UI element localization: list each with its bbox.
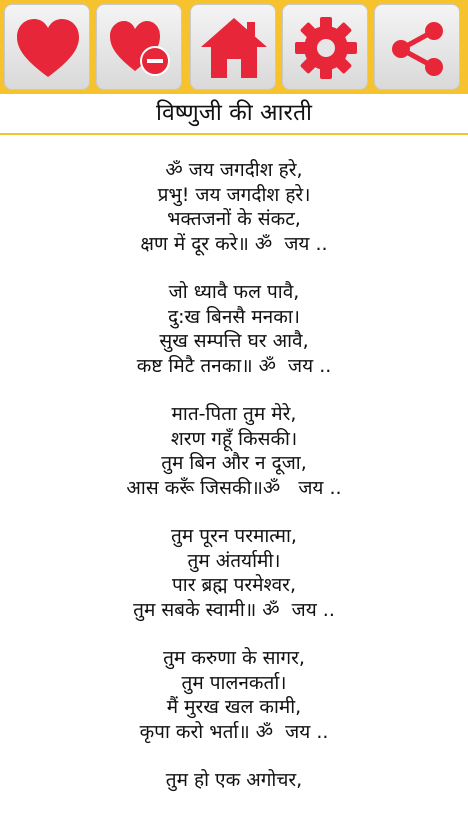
heart-minus-icon — [97, 5, 183, 91]
page-title: विष्णुजी की आरती — [155, 100, 313, 126]
verse-line: सुख सम्पत्ति घर आवै, — [159, 330, 309, 352]
verse-line: क्षण में दूर करे॥ ॐ जय .. — [140, 232, 328, 255]
verse-line: मात-पिता तुम मेरे, — [171, 403, 297, 425]
verse-line: तुम बिन और न दूजा, — [161, 452, 307, 474]
verse-line: तुम सबके स्वामी॥ ॐ जय .. — [133, 598, 335, 621]
settings-button[interactable] — [282, 4, 368, 90]
verse-line: दु:ख बिनसै मनका। — [168, 305, 300, 328]
verse-line: कृपा करो भर्ता॥ ॐ जय .. — [139, 720, 329, 743]
verse-line: कष्ट मिटै तनका॥ ॐ जय .. — [136, 354, 332, 377]
verse-line: तुम पालनकर्ता। — [181, 671, 287, 694]
gear-icon — [283, 5, 369, 91]
home-button[interactable] — [190, 4, 276, 90]
stanza — [0, 646, 468, 744]
verse-line: शरण गहूँ किसकी। — [170, 427, 298, 450]
home-icon — [191, 5, 277, 91]
verse-line: भक्तजनों के संकट, — [167, 208, 301, 230]
aarti-text — [0, 158, 468, 817]
verse-line: तुम करुणा के सागर, — [163, 647, 305, 669]
remove-favorite-button[interactable] — [96, 4, 182, 90]
favorite-button[interactable] — [4, 4, 90, 90]
title-bar — [0, 94, 468, 134]
title-divider — [0, 133, 468, 135]
verse-line: प्रभु! जय जगदीश हरे। — [157, 183, 311, 206]
verse-line: पार ब्रह्म परमेश्वर, — [171, 574, 296, 596]
verse-line: ॐ जय जगदीश हरे, — [165, 159, 303, 181]
stanza — [0, 158, 468, 256]
share-button[interactable] — [374, 4, 460, 90]
stanza — [0, 524, 468, 622]
verse-line: तुम पूरन परमात्मा, — [171, 525, 297, 547]
verse-line: जो ध्यावै फल पावै, — [168, 281, 300, 303]
verse-line: तुम अंतर्यामी। — [187, 549, 281, 572]
share-icon — [375, 5, 461, 91]
verse-line: आस करूँ जिसकी॥ॐ जय .. — [126, 476, 342, 499]
stanza — [0, 768, 468, 793]
toolbar — [0, 0, 468, 94]
stanza — [0, 280, 468, 378]
verse-line: तुम हो एक अगोचर, — [165, 769, 303, 791]
heart-icon — [5, 5, 91, 91]
verse-line: मैं मुरख खल कामी, — [166, 696, 302, 718]
stanza — [0, 402, 468, 500]
